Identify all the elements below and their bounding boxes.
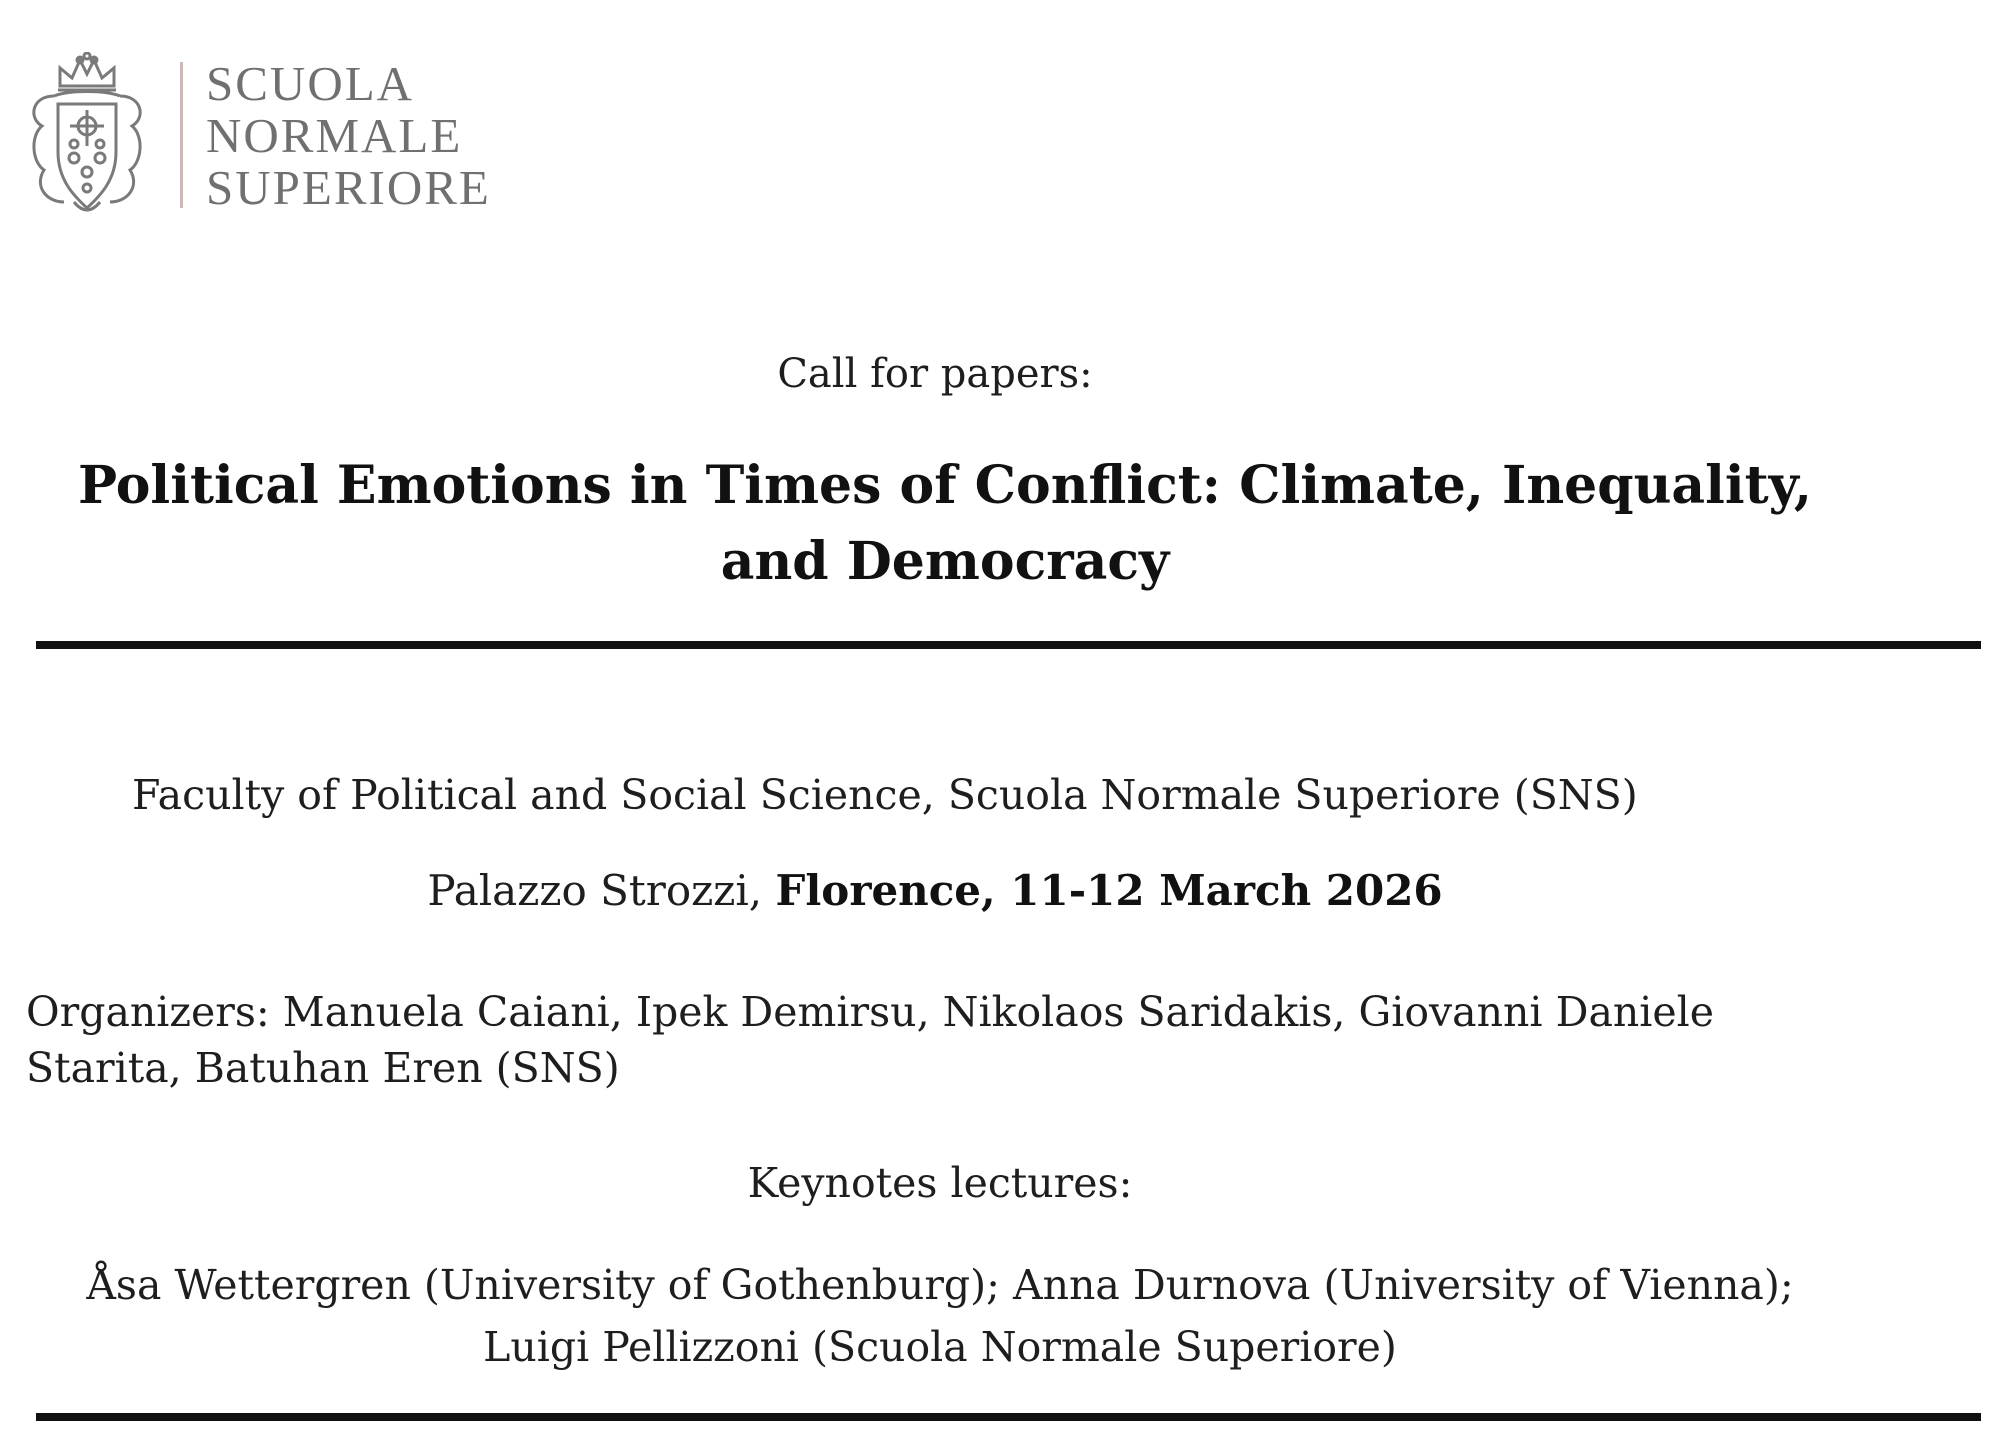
top-divider: [36, 641, 1981, 649]
logo-divider: [180, 62, 183, 208]
venue-place: Palazzo Strozzi,: [427, 866, 763, 915]
keynotes-heading: Keynotes lectures:: [747, 1159, 1133, 1207]
keynote-speakers: Åsa Wettergren (University of Gothenburg); Anna Durnova (University of Vienna); Luigi Pellizzoni (Scuola Normale Superiore): [86, 1261, 1794, 1371]
call-for-papers-label: Call for papers:: [777, 351, 1093, 397]
conference-title: Political Emotions in Times of Conflict: Climate, Inequality, and Democracy: [78, 455, 1812, 592]
faculty-line: Faculty of Political and Social Science, Scuola Normale Superiore (SNS): [132, 771, 1638, 819]
bottom-divider: [36, 1413, 1981, 1421]
venue-city-date: Florence, 11-12 March 2026: [775, 866, 1443, 915]
crest-icon: [24, 52, 150, 218]
logo-line-1: SCUOLA: [206, 56, 415, 111]
logo-wordmark: [206, 58, 491, 214]
logo-line-2: NORMALE: [206, 108, 463, 163]
venue-line: [0, 866, 1870, 916]
organizers-text: Organizers: Manuela Caiani, Ipek Demirsu, Nikolaos Saridakis, Giovanni Daniele Starita, Batuhan Eren (SNS): [26, 988, 1715, 1092]
logo-line-3: SUPERIORE: [206, 160, 491, 215]
